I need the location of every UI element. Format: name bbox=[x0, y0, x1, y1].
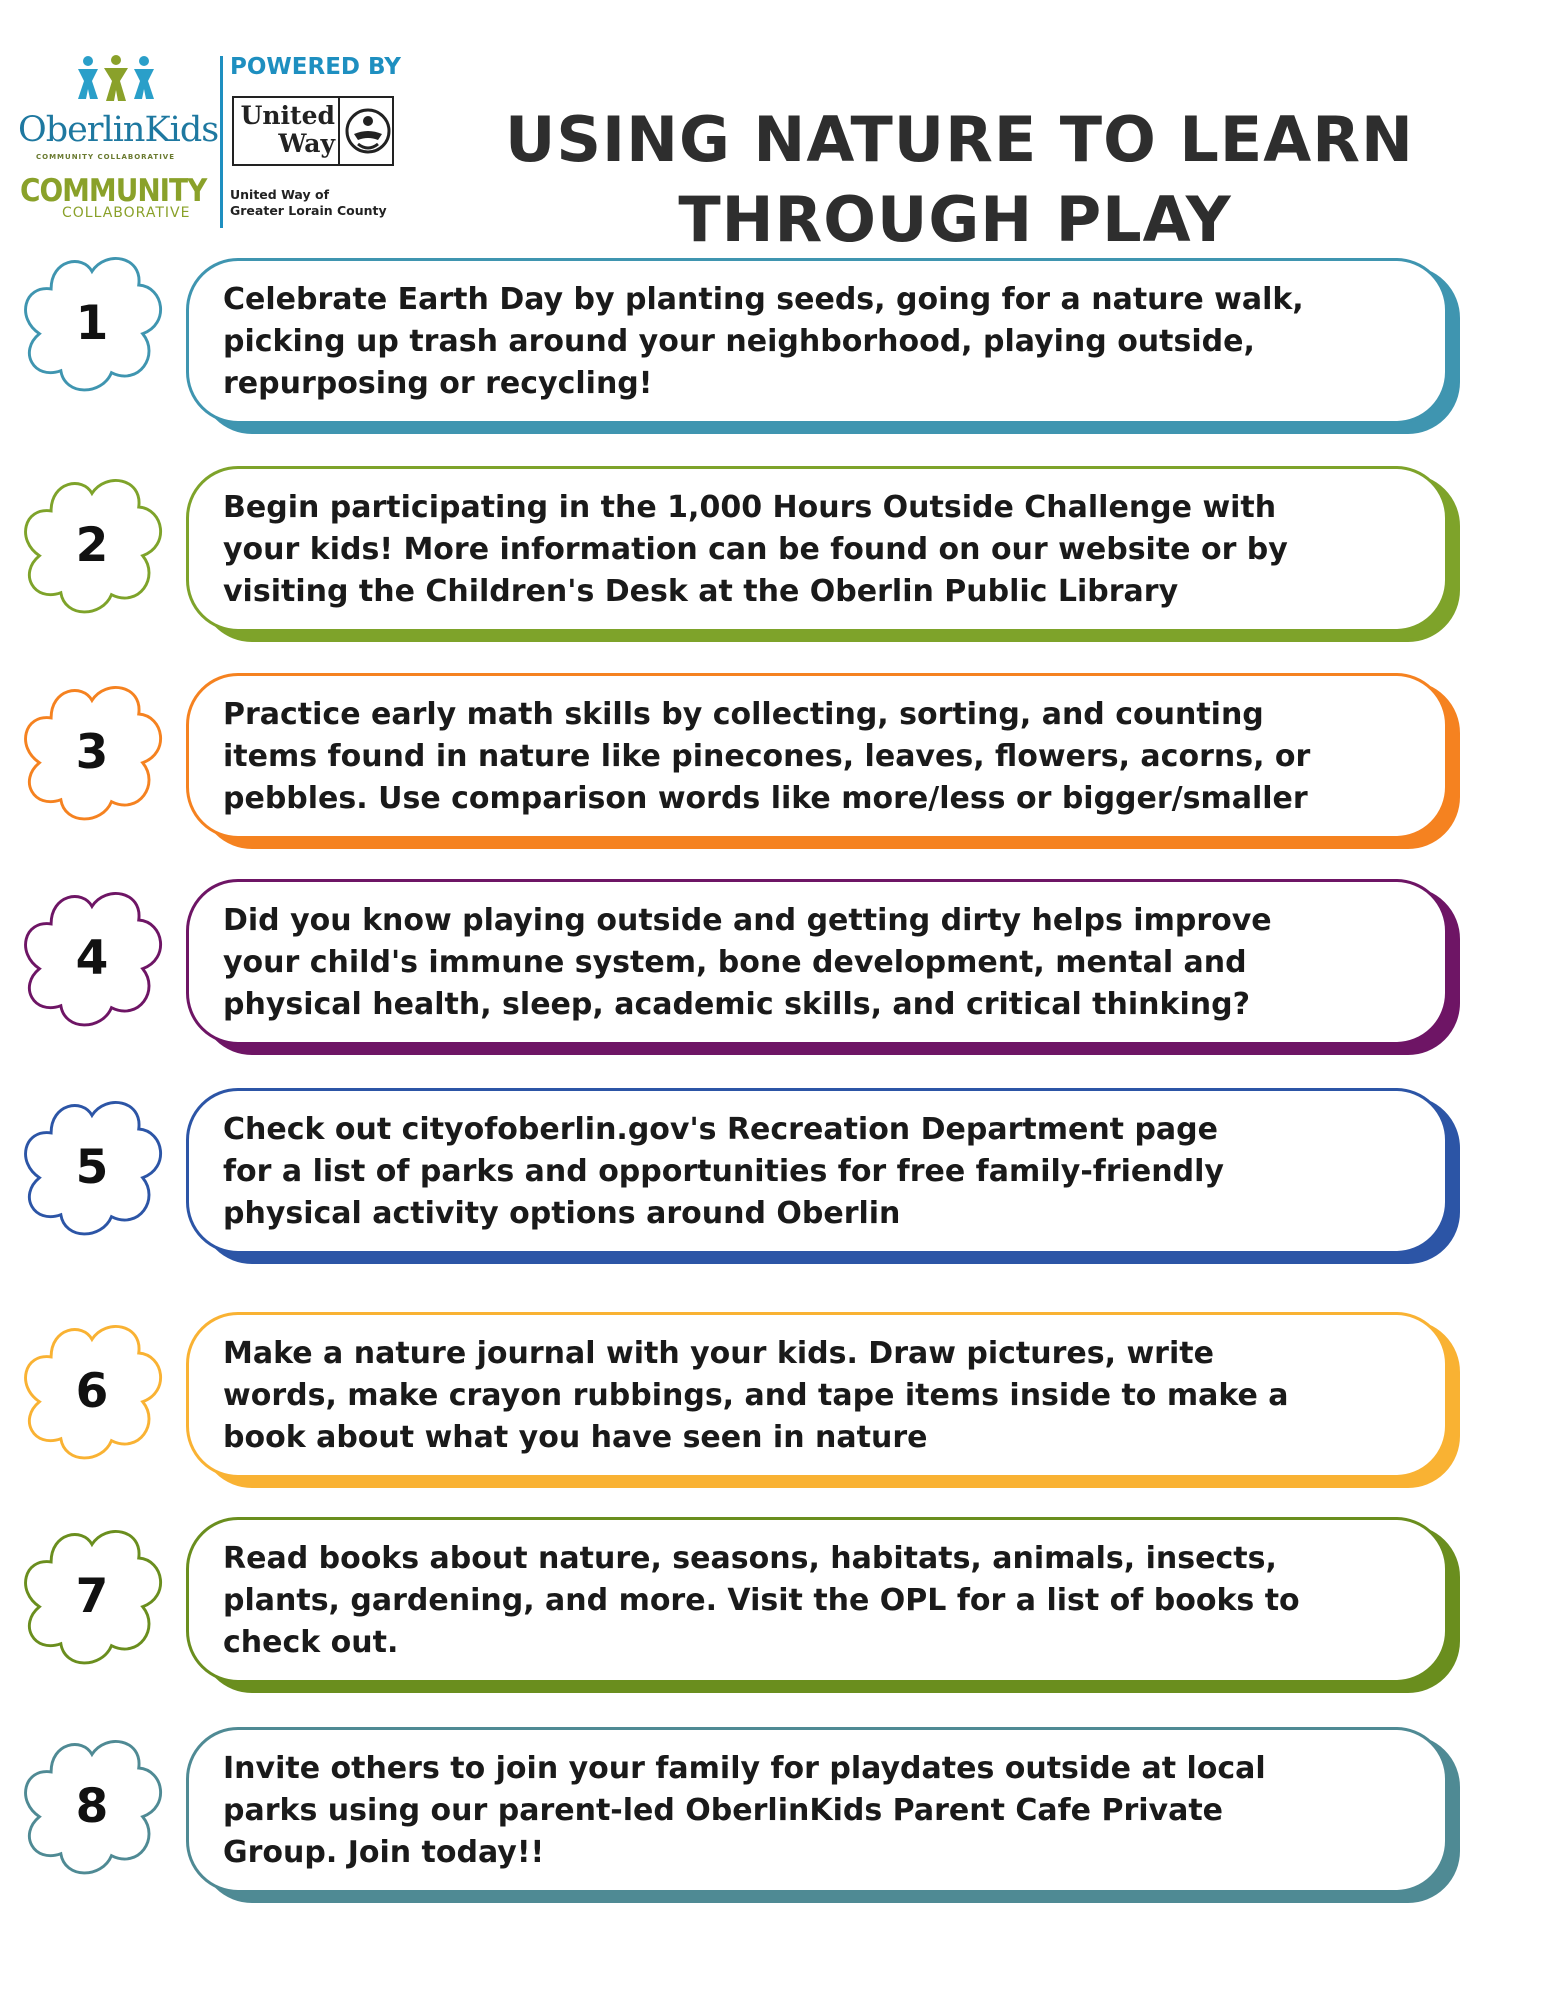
title-line: USING NATURE TO LEARN bbox=[505, 103, 1414, 176]
tip-number: 5 bbox=[75, 1139, 109, 1195]
tip-text-line: your child's immune system, bone development, mental and bbox=[223, 945, 1247, 980]
tip-text-line: visiting the Children's Desk at the Oberlin Public Library bbox=[223, 574, 1179, 609]
flower-number-badge bbox=[16, 1092, 168, 1242]
tip-text-line: your kids! More information can be found on our website or by bbox=[223, 532, 1288, 567]
tip-card bbox=[186, 1088, 1448, 1254]
flower-number-badge bbox=[16, 1731, 168, 1881]
tip-text-line: Celebrate Earth Day by planting seeds, going for a nature walk, bbox=[223, 282, 1304, 317]
tip-text bbox=[223, 1333, 1423, 1459]
flower-number-badge bbox=[16, 677, 168, 827]
tip-text bbox=[223, 1538, 1423, 1664]
tip-card bbox=[186, 1517, 1448, 1683]
united-way-line2: Way bbox=[278, 129, 335, 158]
logo-name: OberlinKids bbox=[18, 110, 219, 150]
tip-row bbox=[0, 1312, 1545, 1502]
tip-text-line: for a list of parks and opportunities for free family-friendly bbox=[223, 1154, 1224, 1189]
tip-text-line: Read books about nature, seasons, habitats, animals, insects, bbox=[223, 1541, 1277, 1576]
header-divider bbox=[220, 56, 223, 228]
tip-number: 3 bbox=[75, 724, 109, 780]
tip-card bbox=[186, 1727, 1448, 1893]
flower-number-badge bbox=[16, 248, 168, 398]
united-way-caption bbox=[230, 187, 387, 219]
tip-text-line: words, make crayon rubbings, and tape items inside to make a bbox=[223, 1378, 1289, 1413]
tip-card bbox=[186, 1312, 1448, 1478]
tip-text-line: plants, gardening, and more. Visit the OPL for a list of books to bbox=[223, 1583, 1300, 1618]
people-figures-icon bbox=[76, 55, 156, 105]
tip-row bbox=[0, 1727, 1545, 1917]
flower-number-badge bbox=[16, 883, 168, 1033]
united-way-line1: United bbox=[240, 101, 335, 130]
tip-text-line: pebbles. Use comparison words like more/less or bigger/smaller bbox=[223, 781, 1308, 816]
flower-number-badge bbox=[16, 1521, 168, 1671]
logo-subtitle: COMMUNITY COLLABORATIVE bbox=[36, 153, 176, 161]
tip-card bbox=[186, 673, 1448, 839]
tip-text-line: Make a nature journal with your kids. Draw pictures, write bbox=[223, 1336, 1214, 1371]
united-way-caption-line: Greater Lorain County bbox=[230, 203, 387, 218]
tip-text bbox=[223, 694, 1423, 820]
tip-row bbox=[0, 879, 1545, 1069]
tip-text bbox=[223, 487, 1423, 613]
tip-text-line: items found in nature like pinecones, leaves, flowers, acorns, or bbox=[223, 739, 1311, 774]
flower-number-badge bbox=[16, 1316, 168, 1466]
tip-text-line: repurposing or recycling! bbox=[223, 366, 653, 401]
logo-collaborative: COLLABORATIVE bbox=[62, 205, 191, 221]
title-line: THROUGH PLAY bbox=[678, 183, 1232, 256]
tip-number: 4 bbox=[75, 930, 109, 986]
tip-row bbox=[0, 673, 1545, 863]
tip-text-line: Practice early math skills by collecting, sorting, and counting bbox=[223, 697, 1264, 732]
tip-row bbox=[0, 258, 1545, 448]
united-way-caption-line: United Way of bbox=[230, 187, 330, 202]
flower-number-badge bbox=[16, 470, 168, 620]
tip-text-line: Group. Join today!! bbox=[223, 1835, 545, 1870]
tip-number: 2 bbox=[75, 517, 109, 573]
tip-text-line: Invite others to join your family for playdates outside at local bbox=[223, 1751, 1266, 1786]
tip-text bbox=[223, 1109, 1423, 1235]
tip-text bbox=[223, 1748, 1423, 1874]
tip-row bbox=[0, 1088, 1545, 1278]
tip-text bbox=[223, 279, 1423, 405]
tip-card bbox=[186, 258, 1448, 424]
tip-text-line: physical activity options around Oberlin bbox=[223, 1196, 901, 1231]
tip-number: 7 bbox=[75, 1568, 109, 1624]
oberlinkids-logo bbox=[14, 55, 219, 225]
tip-card bbox=[186, 466, 1448, 632]
tip-number: 8 bbox=[75, 1778, 109, 1834]
logo-community: COMMUNITY bbox=[20, 173, 207, 209]
tip-row bbox=[0, 466, 1545, 656]
tip-number: 1 bbox=[75, 295, 109, 351]
tip-card bbox=[186, 879, 1448, 1045]
tip-row bbox=[0, 1517, 1545, 1707]
tip-text-line: Did you know playing outside and getting dirty helps improve bbox=[223, 903, 1272, 938]
tip-number: 6 bbox=[75, 1363, 109, 1419]
united-way-separator bbox=[338, 98, 340, 164]
united-way-wordmark bbox=[240, 102, 335, 158]
tip-text-line: picking up trash around your neighborhood, playing outside, bbox=[223, 324, 1255, 359]
page-title bbox=[505, 100, 1414, 260]
tip-text-line: parks using our parent-led OberlinKids Parent Cafe Private bbox=[223, 1793, 1224, 1828]
tip-text bbox=[223, 900, 1423, 1026]
tip-text-line: book about what you have seen in nature bbox=[223, 1420, 928, 1455]
tip-text-line: check out. bbox=[223, 1625, 399, 1660]
powered-by-label: POWERED BY bbox=[230, 54, 401, 80]
tip-text-line: Check out cityofoberlin.gov's Recreation Department page bbox=[223, 1112, 1218, 1147]
united-way-logo bbox=[232, 96, 394, 166]
united-way-emblem-icon bbox=[344, 104, 392, 158]
tip-text-line: physical health, sleep, academic skills, and critical thinking? bbox=[223, 987, 1250, 1022]
tip-text-line: Begin participating in the 1,000 Hours Outside Challenge with bbox=[223, 490, 1277, 525]
